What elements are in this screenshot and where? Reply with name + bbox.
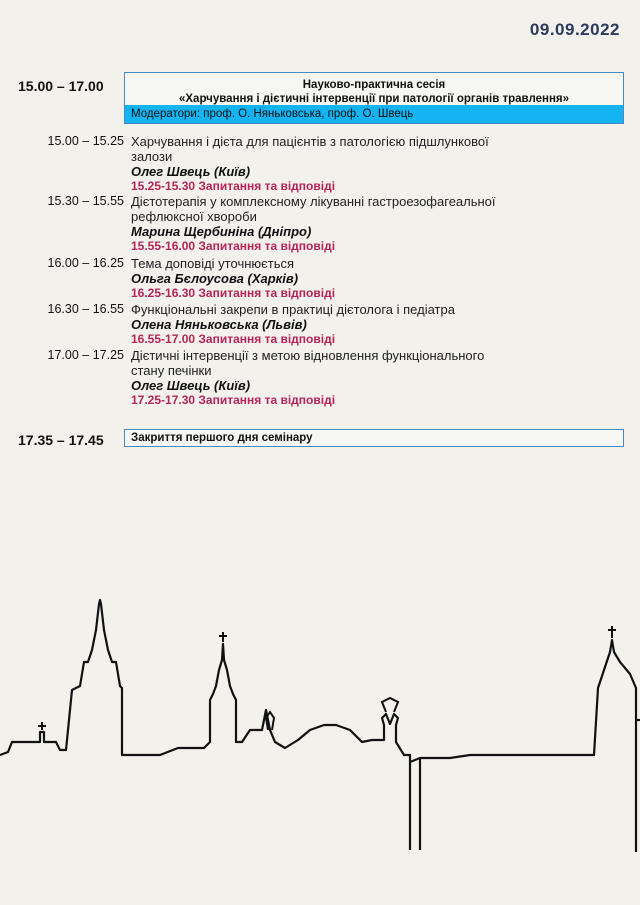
talk-qa: 15.25-15.30 Запитання та відповіді — [131, 179, 336, 193]
talk-speaker: Олег Швець (Київ) — [131, 378, 251, 393]
skyline-cross-1 — [38, 722, 46, 730]
closing-box: Закриття першого дня семінару — [124, 429, 624, 447]
talk-speaker: Марина Щербиніна (Дніпро) — [131, 224, 312, 239]
talk-title: Функціональні закрепи в практиці дієтолога і педіатра — [131, 302, 455, 317]
talk-item — [131, 134, 621, 194]
talk-item — [131, 256, 621, 301]
session-moderators: Модератори: проф. О. Няньковська, проф. О. Швець — [125, 105, 623, 123]
skyline-cross-2 — [219, 632, 227, 642]
talk-title: Харчування і дієта для пацієнтів з патологією підшлункової — [131, 134, 489, 149]
talk-time: 15.00 – 15.25 — [47, 134, 124, 148]
talk-item — [131, 194, 621, 254]
talk-title: Тема доповіді уточнюється — [131, 256, 295, 271]
session-title-line1: Науково-практична сесія — [302, 79, 446, 91]
talk-title: Дієтичні інтервенції з метою відновлення функціонального — [131, 348, 485, 363]
talk-title-cont: залози — [131, 149, 173, 164]
skyline-statue-right — [382, 698, 398, 712]
talk-qa: 15.55-16.00 Запитання та відповіді — [131, 239, 336, 253]
talk-time: 15.30 – 15.55 — [47, 194, 124, 208]
talk-time: 16.30 – 16.55 — [47, 302, 124, 316]
talk-item — [131, 302, 621, 347]
talk-qa: 16.25-16.30 Запитання та відповіді — [131, 286, 336, 300]
talk-title-cont: стану печінки — [131, 363, 212, 378]
session-title-line2: «Харчування і дієтичні інтервенції при патології органів травлення» — [178, 93, 570, 105]
talk-time: 16.00 – 16.25 — [47, 256, 124, 270]
talk-title: Дієтотерапія у комплексному лікуванні гастроезофагеальної — [131, 194, 496, 209]
skyline-drop — [410, 720, 636, 852]
talk-time: 17.00 – 17.25 — [47, 348, 124, 362]
talk-speaker: Олег Швець (Київ) — [131, 164, 251, 179]
talk-qa: 17.25-17.30 Запитання та відповіді — [131, 393, 336, 407]
session-header-box — [124, 72, 624, 124]
city-skyline-illustration — [0, 590, 640, 905]
talk-speaker: Ольга Бєлоусова (Харків) — [131, 271, 299, 286]
talk-item — [131, 348, 621, 408]
talk-qa: 16.55-17.00 Запитання та відповіді — [131, 332, 336, 346]
talk-title-cont: рефлюксної хвороби — [131, 209, 257, 224]
session-time: 15.00 – 17.00 — [18, 78, 104, 94]
talk-speaker: Олена Няньковська (Львів) — [131, 317, 307, 332]
skyline-outline — [0, 600, 640, 762]
skyline-cross-3 — [608, 626, 616, 638]
closing-time: 17.35 – 17.45 — [18, 432, 104, 448]
program-date: 09.09.2022 — [529, 20, 620, 39]
